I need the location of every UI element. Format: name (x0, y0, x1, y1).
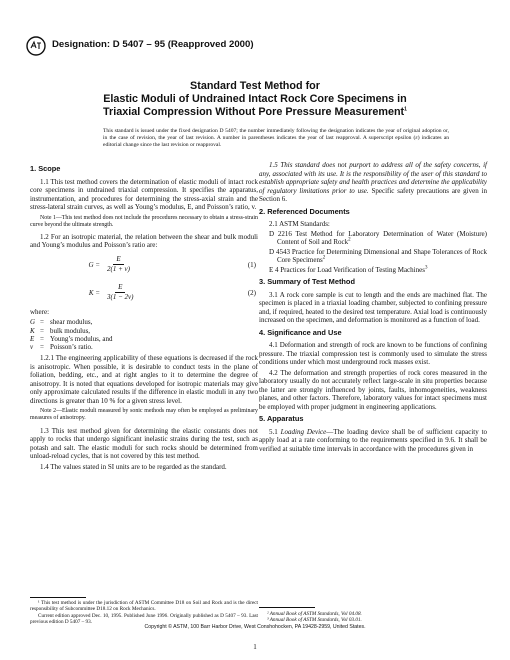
paragraph-3-1: 3.1 A rock core sample is cut to length and the ends are machined flat. The specimen is placed in a triaxial loading chamber, subjected to confining pressure and, if required, heated to the desired test temperature. Axial load is continuously increased on the specimen, and deformation is monitored as a function of load. (259, 290, 487, 324)
section-heading-summary: 3. Summary of Test Method (259, 277, 355, 286)
footnote: Current edition approved Dec. 10, 1995. Published June 1996. Originally published as D 5407 – 93. Last previous edition D 5407 – 93. (30, 612, 258, 626)
issuance-note: This standard is issued under the fixed designation D 5407; the number immediately following the designation indicates the year of original adoption or, in the case of revision, the year of last revision. A number in parentheses indicates the year of last reapproval. A superscript epsilon (ε) indicates an editorial change since the last revision or reapproval. (103, 128, 449, 149)
equation-1: G = $\frac{E}{2(1 + v)}$ (1) (88, 255, 256, 274)
equation-number: (1) (247, 260, 256, 269)
section-heading-scope: 1. Scope (30, 164, 61, 173)
title-line-3: Triaxial Compression Without Pore Pressure Measurement$^1$ (103, 106, 407, 118)
right-column (259, 161, 487, 455)
section-heading-referenced-documents: 2. Referenced Documents (259, 206, 350, 216)
paragraph-1-2-1: 1.2.1 The engineering applicability of these equations is decreased if the rock is anisotropic. When possible, it is desirable to conduct tests in the plane of foliation, bedding, etc., and at right angles to it to determine the degree of anisotropy. It is noted that equations developed for isotropic materials may give only approximate calculated results if the difference in elastic moduli in any two directions is greater than 10 % for a given stress level. (30, 354, 258, 405)
page-number: 1 (253, 643, 257, 651)
definition-row: K = bulk modulus, (30, 326, 91, 335)
definition-row: v = Poisson’s ratio. (30, 343, 93, 352)
footnote-divider (259, 607, 315, 608)
footnote: ² Annual Book of ASTM Standards, Vol 04.08. (267, 611, 362, 617)
title-line-1: Standard Test Method for (190, 80, 320, 92)
designation: Designation: D 5407 – 95 (Reapproved 2000) (52, 39, 254, 50)
footnotes-left (30, 600, 258, 626)
equation-2: K = $\frac{E}{3(1 - 2v)}$ (2) (88, 283, 256, 302)
variable-definitions (30, 318, 258, 351)
footnote: ³ Annual Book of ASTM Standards, Vol 03.01. (267, 617, 362, 624)
paragraph-1-2: 1.2 For an isotropic material, the relation between the shear and bulk moduli and Young’s modulus and Poisson’s ratio are: (30, 232, 258, 250)
copyright-line: Copyright © ASTM, 100 Barr Harbor Drive, West Conshohocken, PA 19428-2959, United States. (144, 624, 366, 630)
paragraph-1-1: 1.1 This test method covers the determination of elastic moduli of intact rock core specimens in undrained triaxial compression. It specifies the apparatus, instrumentation, and procedures for determining the stress-axial strain and the stress-lateral strain curves, as well as Young’s modulus, E, and Poisson’s ratio, v. (30, 177, 258, 211)
reference-item: D 4543 Practice for Determining Dimensional and Shape Tolerances of Rock Core Specimens$^2$ (269, 247, 487, 264)
reference-item: E 4 Practices for Load Verification of Testing Machines$^3$ (269, 265, 428, 274)
section-heading-apparatus: 5. Apparatus (259, 414, 304, 423)
subsection-2-1: 2.1 ASTM Standards: (269, 220, 330, 228)
paragraph-4-2: 4.2 The deformation and strength properties of rock cores measured in the laboratory usually do not accurately reflect large-scale in situ properties because the latter are strongly influenced by joints, faults, inhomogeneities, weakness planes, and other factors. Therefore, laboratory values for intact specimens must be employed with proper judgment in engineering applications. (259, 368, 487, 411)
footnotes-right (259, 611, 487, 624)
where-label: where: (30, 307, 50, 316)
reference-item: D 2216 Test Method for Laboratory Determination of Water (Moisture) Content of Soil and Rock$^2$ (269, 229, 487, 246)
paragraph-1-3: 1.3 This test method given for determining the elastic constants does not apply to rocks that undergo significant inelastic strains during the test, such as potash and salt. The elastic moduli for such rocks should be determined from unload-reload cycles, that is not covered by this test method. (30, 426, 258, 461)
left-column (30, 161, 258, 473)
astm-logo-icon (26, 36, 46, 56)
footnote: ¹ This test method is under the jurisdiction of ASTM Committee D18 on Soil and Rock and is the direct responsibility of Subcommittee D18.12 on Rock Mechanics. (30, 600, 258, 613)
title-line-2: Elastic Moduli of Undrained Intact Rock Core Specimens in (103, 93, 407, 105)
section-heading-significance: 4. Significance and Use (259, 327, 342, 337)
equation-number: (2) (247, 288, 256, 297)
note-1: Note 1—This test method does not include the procedures necessary to obtain a stress-strain curve beyond the ultimate strength. (30, 214, 258, 228)
footnote-divider (30, 597, 86, 598)
definition-row: G = shear modulus, (30, 318, 93, 327)
paragraph-1-5: 1.5 This standard does not purport to address all of the safety concerns, if any, associated with its use. It is the responsibility of the user of this standard to establish appropriate safety and health practices and determine the applicability of regulatory limitations prior to use. Specific safety precautions are given in Section 6. (259, 161, 487, 203)
paragraph-1-4: 1.4 The values stated in SI units are to be regarded as the standard. (40, 462, 227, 471)
paragraph-5-1: 5.1 Loading Device—The loading device shall be of sufficient capacity to apply load at a rate conforming to the requirements specified in 9.6. It shall be verified at suitable time intervals in accordance with the procedures given in (259, 427, 488, 453)
definition-row: E = Young’s modulus, and (30, 334, 113, 343)
note-2: Note 2—Elastic moduli measured by sonic methods may often be employed as preliminary measures of anisotropy. (30, 408, 258, 422)
paragraph-4-1: 4.1 Deformation and strength of rock are known to be functions of confining pressure. The triaxial compression test is commonly used to simulate the stress conditions under which most underground rock masses exist. (259, 341, 487, 366)
document-title (0, 80, 510, 119)
referenced-documents (259, 220, 487, 274)
